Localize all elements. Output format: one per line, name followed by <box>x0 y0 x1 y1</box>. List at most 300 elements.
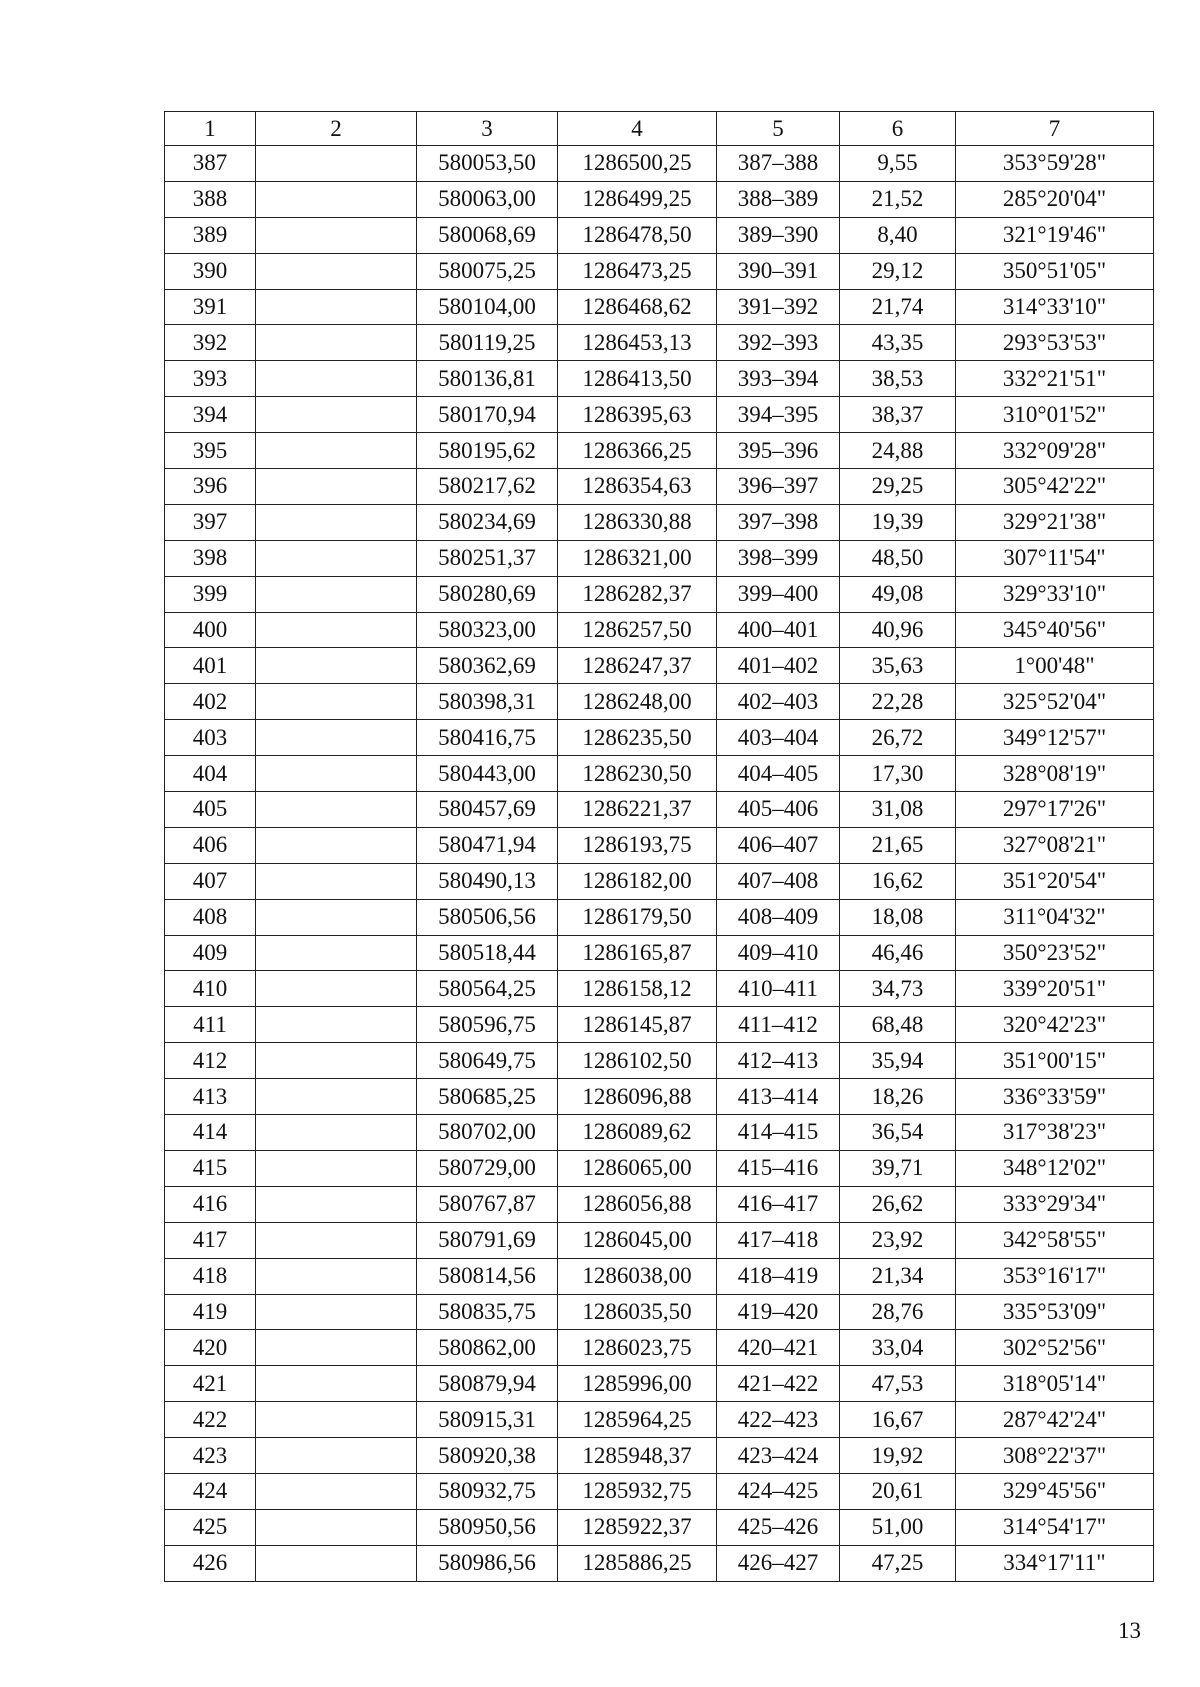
table-row <box>165 504 1154 540</box>
x-coordinate-cell: 580280,69 <box>417 576 558 612</box>
point-number-cell: 403 <box>165 720 256 756</box>
length-cell: 18,08 <box>840 899 956 935</box>
column-header: 1 <box>165 112 256 146</box>
point-number-cell: 412 <box>165 1043 256 1079</box>
bearing-cell: 302°52'56" <box>956 1330 1154 1366</box>
table-row <box>165 1043 1154 1079</box>
length-cell: 26,72 <box>840 720 956 756</box>
column-2-cell <box>256 1545 417 1581</box>
point-number-cell: 396 <box>165 469 256 505</box>
length-cell: 18,26 <box>840 1079 956 1115</box>
y-coordinate-cell: 1286413,50 <box>558 361 717 397</box>
bearing-cell: 334°17'11" <box>956 1545 1154 1581</box>
point-number-cell: 398 <box>165 540 256 576</box>
x-coordinate-cell: 580068,69 <box>417 217 558 253</box>
bearing-cell: 327°08'21" <box>956 827 1154 863</box>
x-coordinate-cell: 580862,00 <box>417 1330 558 1366</box>
segment-cell: 407–408 <box>717 863 840 899</box>
table-row <box>165 1473 1154 1509</box>
bearing-cell: 293°53'53" <box>956 325 1154 361</box>
y-coordinate-cell: 1285996,00 <box>558 1366 717 1402</box>
point-number-cell: 410 <box>165 971 256 1007</box>
bearing-cell: 353°16'17" <box>956 1258 1154 1294</box>
segment-cell: 412–413 <box>717 1043 840 1079</box>
y-coordinate-cell: 1286038,00 <box>558 1258 717 1294</box>
table-header-row <box>165 112 1154 146</box>
table-row <box>165 1509 1154 1545</box>
x-coordinate-cell: 580234,69 <box>417 504 558 540</box>
x-coordinate-cell: 580195,62 <box>417 433 558 469</box>
bearing-cell: 329°45'56" <box>956 1473 1154 1509</box>
x-coordinate-cell: 580814,56 <box>417 1258 558 1294</box>
y-coordinate-cell: 1286235,50 <box>558 720 717 756</box>
point-number-cell: 405 <box>165 792 256 828</box>
segment-cell: 393–394 <box>717 361 840 397</box>
x-coordinate-cell: 580932,75 <box>417 1473 558 1509</box>
segment-cell: 426–427 <box>717 1545 840 1581</box>
table-row <box>165 1222 1154 1258</box>
length-cell: 35,94 <box>840 1043 956 1079</box>
bearing-cell: 332°21'51" <box>956 361 1154 397</box>
length-cell: 40,96 <box>840 612 956 648</box>
segment-cell: 398–399 <box>717 540 840 576</box>
column-2-cell <box>256 576 417 612</box>
x-coordinate-cell: 580104,00 <box>417 289 558 325</box>
segment-cell: 403–404 <box>717 720 840 756</box>
y-coordinate-cell: 1286089,62 <box>558 1115 717 1151</box>
column-2-cell <box>256 863 417 899</box>
segment-cell: 417–418 <box>717 1222 840 1258</box>
segment-cell: 396–397 <box>717 469 840 505</box>
column-2-cell <box>256 684 417 720</box>
table-row <box>165 756 1154 792</box>
column-header: 7 <box>956 112 1154 146</box>
bearing-cell: 332°09'28" <box>956 433 1154 469</box>
length-cell: 36,54 <box>840 1115 956 1151</box>
bearing-cell: 317°38'23" <box>956 1115 1154 1151</box>
column-2-cell <box>256 217 417 253</box>
length-cell: 16,62 <box>840 863 956 899</box>
bearing-cell: 311°04'32" <box>956 899 1154 935</box>
point-number-cell: 388 <box>165 181 256 217</box>
x-coordinate-cell: 580119,25 <box>417 325 558 361</box>
length-cell: 49,08 <box>840 576 956 612</box>
point-number-cell: 425 <box>165 1509 256 1545</box>
table-row <box>165 217 1154 253</box>
point-number-cell: 391 <box>165 289 256 325</box>
y-coordinate-cell: 1286096,88 <box>558 1079 717 1115</box>
x-coordinate-cell: 580767,87 <box>417 1186 558 1222</box>
column-2-cell <box>256 1330 417 1366</box>
length-cell: 24,88 <box>840 433 956 469</box>
segment-cell: 420–421 <box>717 1330 840 1366</box>
point-number-cell: 399 <box>165 576 256 612</box>
point-number-cell: 417 <box>165 1222 256 1258</box>
y-coordinate-cell: 1286395,63 <box>558 397 717 433</box>
bearing-cell: 325°52'04" <box>956 684 1154 720</box>
y-coordinate-cell: 1286045,00 <box>558 1222 717 1258</box>
segment-cell: 410–411 <box>717 971 840 1007</box>
column-2-cell <box>256 146 417 182</box>
segment-cell: 391–392 <box>717 289 840 325</box>
segment-cell: 405–406 <box>717 792 840 828</box>
length-cell: 28,76 <box>840 1294 956 1330</box>
column-2-cell <box>256 1222 417 1258</box>
segment-cell: 395–396 <box>717 433 840 469</box>
point-number-cell: 409 <box>165 935 256 971</box>
length-cell: 26,62 <box>840 1186 956 1222</box>
length-cell: 34,73 <box>840 971 956 1007</box>
segment-cell: 394–395 <box>717 397 840 433</box>
table-body <box>165 112 1154 1582</box>
x-coordinate-cell: 580835,75 <box>417 1294 558 1330</box>
bearing-cell: 329°21'38" <box>956 504 1154 540</box>
point-number-cell: 392 <box>165 325 256 361</box>
segment-cell: 409–410 <box>717 935 840 971</box>
column-2-cell <box>256 504 417 540</box>
segment-cell: 392–393 <box>717 325 840 361</box>
segment-cell: 408–409 <box>717 899 840 935</box>
point-number-cell: 416 <box>165 1186 256 1222</box>
y-coordinate-cell: 1285922,37 <box>558 1509 717 1545</box>
bearing-cell: 329°33'10" <box>956 576 1154 612</box>
point-number-cell: 421 <box>165 1366 256 1402</box>
segment-cell: 418–419 <box>717 1258 840 1294</box>
column-2-cell <box>256 1402 417 1438</box>
y-coordinate-cell: 1286165,87 <box>558 935 717 971</box>
y-coordinate-cell: 1286193,75 <box>558 827 717 863</box>
y-coordinate-cell: 1286354,63 <box>558 469 717 505</box>
length-cell: 22,28 <box>840 684 956 720</box>
y-coordinate-cell: 1286035,50 <box>558 1294 717 1330</box>
length-cell: 38,53 <box>840 361 956 397</box>
bearing-cell: 345°40'56" <box>956 612 1154 648</box>
length-cell: 16,67 <box>840 1402 956 1438</box>
segment-cell: 413–414 <box>717 1079 840 1115</box>
point-number-cell: 424 <box>165 1473 256 1509</box>
bearing-cell: 349°12'57" <box>956 720 1154 756</box>
column-2-cell <box>256 1509 417 1545</box>
table-row <box>165 576 1154 612</box>
column-2-cell <box>256 1294 417 1330</box>
segment-cell: 425–426 <box>717 1509 840 1545</box>
length-cell: 29,12 <box>840 253 956 289</box>
y-coordinate-cell: 1286499,25 <box>558 181 717 217</box>
table-row <box>165 146 1154 182</box>
table-row <box>165 612 1154 648</box>
bearing-cell: 287°42'24" <box>956 1402 1154 1438</box>
x-coordinate-cell: 580323,00 <box>417 612 558 648</box>
point-number-cell: 401 <box>165 648 256 684</box>
x-coordinate-cell: 580920,38 <box>417 1438 558 1474</box>
bearing-cell: 308°22'37" <box>956 1438 1154 1474</box>
column-2-cell <box>256 433 417 469</box>
length-cell: 21,52 <box>840 181 956 217</box>
x-coordinate-cell: 580217,62 <box>417 469 558 505</box>
point-number-cell: 420 <box>165 1330 256 1366</box>
length-cell: 21,74 <box>840 289 956 325</box>
length-cell: 43,35 <box>840 325 956 361</box>
x-coordinate-cell: 580362,69 <box>417 648 558 684</box>
point-number-cell: 387 <box>165 146 256 182</box>
y-coordinate-cell: 1286248,00 <box>558 684 717 720</box>
x-coordinate-cell: 580702,00 <box>417 1115 558 1151</box>
length-cell: 23,92 <box>840 1222 956 1258</box>
y-coordinate-cell: 1286145,87 <box>558 1007 717 1043</box>
y-coordinate-cell: 1286321,00 <box>558 540 717 576</box>
table-row <box>165 1186 1154 1222</box>
point-number-cell: 411 <box>165 1007 256 1043</box>
table-row <box>165 1150 1154 1186</box>
bearing-cell: 318°05'14" <box>956 1366 1154 1402</box>
table-row <box>165 684 1154 720</box>
table-row <box>165 971 1154 1007</box>
column-2-cell <box>256 361 417 397</box>
point-number-cell: 390 <box>165 253 256 289</box>
bearing-cell: 328°08'19" <box>956 756 1154 792</box>
x-coordinate-cell: 580506,56 <box>417 899 558 935</box>
table-row <box>165 469 1154 505</box>
column-2-cell <box>256 720 417 756</box>
x-coordinate-cell: 580986,56 <box>417 1545 558 1581</box>
y-coordinate-cell: 1286102,50 <box>558 1043 717 1079</box>
table-row <box>165 540 1154 576</box>
segment-cell: 406–407 <box>717 827 840 863</box>
point-number-cell: 413 <box>165 1079 256 1115</box>
bearing-cell: 321°19'46" <box>956 217 1154 253</box>
point-number-cell: 395 <box>165 433 256 469</box>
y-coordinate-cell: 1286023,75 <box>558 1330 717 1366</box>
table-row <box>165 1366 1154 1402</box>
length-cell: 38,37 <box>840 397 956 433</box>
point-number-cell: 426 <box>165 1545 256 1581</box>
x-coordinate-cell: 580685,25 <box>417 1079 558 1115</box>
column-2-cell <box>256 827 417 863</box>
bearing-cell: 350°51'05" <box>956 253 1154 289</box>
x-coordinate-cell: 580564,25 <box>417 971 558 1007</box>
segment-cell: 387–388 <box>717 146 840 182</box>
segment-cell: 411–412 <box>717 1007 840 1043</box>
bearing-cell: 1°00'48" <box>956 648 1154 684</box>
bearing-cell: 335°53'09" <box>956 1294 1154 1330</box>
column-2-cell <box>256 289 417 325</box>
column-2-cell <box>256 1043 417 1079</box>
x-coordinate-cell: 580053,50 <box>417 146 558 182</box>
table-row <box>165 1294 1154 1330</box>
column-header: 5 <box>717 112 840 146</box>
length-cell: 39,71 <box>840 1150 956 1186</box>
point-number-cell: 402 <box>165 684 256 720</box>
y-coordinate-cell: 1286257,50 <box>558 612 717 648</box>
y-coordinate-cell: 1286056,88 <box>558 1186 717 1222</box>
point-number-cell: 406 <box>165 827 256 863</box>
column-2-cell <box>256 971 417 1007</box>
segment-cell: 399–400 <box>717 576 840 612</box>
bearing-cell: 314°33'10" <box>956 289 1154 325</box>
y-coordinate-cell: 1286478,50 <box>558 217 717 253</box>
segment-cell: 423–424 <box>717 1438 840 1474</box>
table-row <box>165 1438 1154 1474</box>
y-coordinate-cell: 1286282,37 <box>558 576 717 612</box>
bearing-cell: 307°11'54" <box>956 540 1154 576</box>
table-row <box>165 397 1154 433</box>
y-coordinate-cell: 1286179,50 <box>558 899 717 935</box>
point-number-cell: 394 <box>165 397 256 433</box>
length-cell: 17,30 <box>840 756 956 792</box>
column-2-cell <box>256 1366 417 1402</box>
point-number-cell: 415 <box>165 1150 256 1186</box>
segment-cell: 415–416 <box>717 1150 840 1186</box>
table-row <box>165 361 1154 397</box>
y-coordinate-cell: 1285964,25 <box>558 1402 717 1438</box>
column-header: 6 <box>840 112 956 146</box>
x-coordinate-cell: 580596,75 <box>417 1007 558 1043</box>
column-2-cell <box>256 792 417 828</box>
column-header: 3 <box>417 112 558 146</box>
y-coordinate-cell: 1286182,00 <box>558 863 717 899</box>
length-cell: 21,65 <box>840 827 956 863</box>
segment-cell: 401–402 <box>717 648 840 684</box>
y-coordinate-cell: 1286221,37 <box>558 792 717 828</box>
column-2-cell <box>256 1186 417 1222</box>
bearing-cell: 310°01'52" <box>956 397 1154 433</box>
length-cell: 29,25 <box>840 469 956 505</box>
y-coordinate-cell: 1285886,25 <box>558 1545 717 1581</box>
x-coordinate-cell: 580950,56 <box>417 1509 558 1545</box>
length-cell: 47,25 <box>840 1545 956 1581</box>
bearing-cell: 333°29'34" <box>956 1186 1154 1222</box>
column-2-cell <box>256 648 417 684</box>
segment-cell: 390–391 <box>717 253 840 289</box>
x-coordinate-cell: 580729,00 <box>417 1150 558 1186</box>
y-coordinate-cell: 1286453,13 <box>558 325 717 361</box>
length-cell: 35,63 <box>840 648 956 684</box>
segment-cell: 402–403 <box>717 684 840 720</box>
x-coordinate-cell: 580457,69 <box>417 792 558 828</box>
table-row <box>165 1258 1154 1294</box>
bearing-cell: 285°20'04" <box>956 181 1154 217</box>
bearing-cell: 314°54'17" <box>956 1509 1154 1545</box>
column-2-cell <box>256 1079 417 1115</box>
bearing-cell: 351°00'15" <box>956 1043 1154 1079</box>
segment-cell: 416–417 <box>717 1186 840 1222</box>
point-number-cell: 397 <box>165 504 256 540</box>
bearing-cell: 348°12'02" <box>956 1150 1154 1186</box>
column-2-cell <box>256 181 417 217</box>
y-coordinate-cell: 1286330,88 <box>558 504 717 540</box>
length-cell: 19,92 <box>840 1438 956 1474</box>
table-row <box>165 1402 1154 1438</box>
x-coordinate-cell: 580518,44 <box>417 935 558 971</box>
x-coordinate-cell: 580416,75 <box>417 720 558 756</box>
bearing-cell: 297°17'26" <box>956 792 1154 828</box>
length-cell: 46,46 <box>840 935 956 971</box>
point-number-cell: 389 <box>165 217 256 253</box>
table-row <box>165 899 1154 935</box>
page-number: 13 <box>1118 1618 1141 1643</box>
length-cell: 9,55 <box>840 146 956 182</box>
column-2-cell <box>256 612 417 648</box>
table-row <box>165 863 1154 899</box>
table-row <box>165 1007 1154 1043</box>
bearing-cell: 351°20'54" <box>956 863 1154 899</box>
column-2-cell <box>256 1438 417 1474</box>
y-coordinate-cell: 1286065,00 <box>558 1150 717 1186</box>
bearing-cell: 350°23'52" <box>956 935 1154 971</box>
x-coordinate-cell: 580649,75 <box>417 1043 558 1079</box>
table-row <box>165 289 1154 325</box>
column-2-cell <box>256 253 417 289</box>
y-coordinate-cell: 1286500,25 <box>558 146 717 182</box>
y-coordinate-cell: 1286247,37 <box>558 648 717 684</box>
length-cell: 48,50 <box>840 540 956 576</box>
length-cell: 51,00 <box>840 1509 956 1545</box>
length-cell: 68,48 <box>840 1007 956 1043</box>
table-row <box>165 325 1154 361</box>
x-coordinate-cell: 580879,94 <box>417 1366 558 1402</box>
point-number-cell: 419 <box>165 1294 256 1330</box>
segment-cell: 404–405 <box>717 756 840 792</box>
column-2-cell <box>256 397 417 433</box>
column-2-cell <box>256 899 417 935</box>
point-number-cell: 414 <box>165 1115 256 1151</box>
table-row <box>165 433 1154 469</box>
table-row <box>165 792 1154 828</box>
point-number-cell: 418 <box>165 1258 256 1294</box>
column-2-cell <box>256 1473 417 1509</box>
column-2-cell <box>256 1258 417 1294</box>
length-cell: 21,34 <box>840 1258 956 1294</box>
table-row <box>165 253 1154 289</box>
bearing-cell: 336°33'59" <box>956 1079 1154 1115</box>
coordinates-table <box>164 111 1154 1582</box>
length-cell: 31,08 <box>840 792 956 828</box>
table-row <box>165 1330 1154 1366</box>
bearing-cell: 342°58'55" <box>956 1222 1154 1258</box>
length-cell: 33,04 <box>840 1330 956 1366</box>
x-coordinate-cell: 580490,13 <box>417 863 558 899</box>
segment-cell: 397–398 <box>717 504 840 540</box>
point-number-cell: 400 <box>165 612 256 648</box>
table-row <box>165 720 1154 756</box>
x-coordinate-cell: 580915,31 <box>417 1402 558 1438</box>
segment-cell: 419–420 <box>717 1294 840 1330</box>
x-coordinate-cell: 580791,69 <box>417 1222 558 1258</box>
point-number-cell: 422 <box>165 1402 256 1438</box>
length-cell: 8,40 <box>840 217 956 253</box>
column-2-cell <box>256 540 417 576</box>
length-cell: 19,39 <box>840 504 956 540</box>
x-coordinate-cell: 580136,81 <box>417 361 558 397</box>
point-number-cell: 423 <box>165 1438 256 1474</box>
column-2-cell <box>256 1150 417 1186</box>
y-coordinate-cell: 1286230,50 <box>558 756 717 792</box>
x-coordinate-cell: 580471,94 <box>417 827 558 863</box>
column-2-cell <box>256 756 417 792</box>
segment-cell: 424–425 <box>717 1473 840 1509</box>
point-number-cell: 407 <box>165 863 256 899</box>
point-number-cell: 408 <box>165 899 256 935</box>
x-coordinate-cell: 580443,00 <box>417 756 558 792</box>
table-row <box>165 935 1154 971</box>
column-header: 2 <box>256 112 417 146</box>
column-2-cell <box>256 1007 417 1043</box>
bearing-cell: 339°20'51" <box>956 971 1154 1007</box>
table-row <box>165 1115 1154 1151</box>
segment-cell: 414–415 <box>717 1115 840 1151</box>
segment-cell: 388–389 <box>717 181 840 217</box>
segment-cell: 400–401 <box>717 612 840 648</box>
